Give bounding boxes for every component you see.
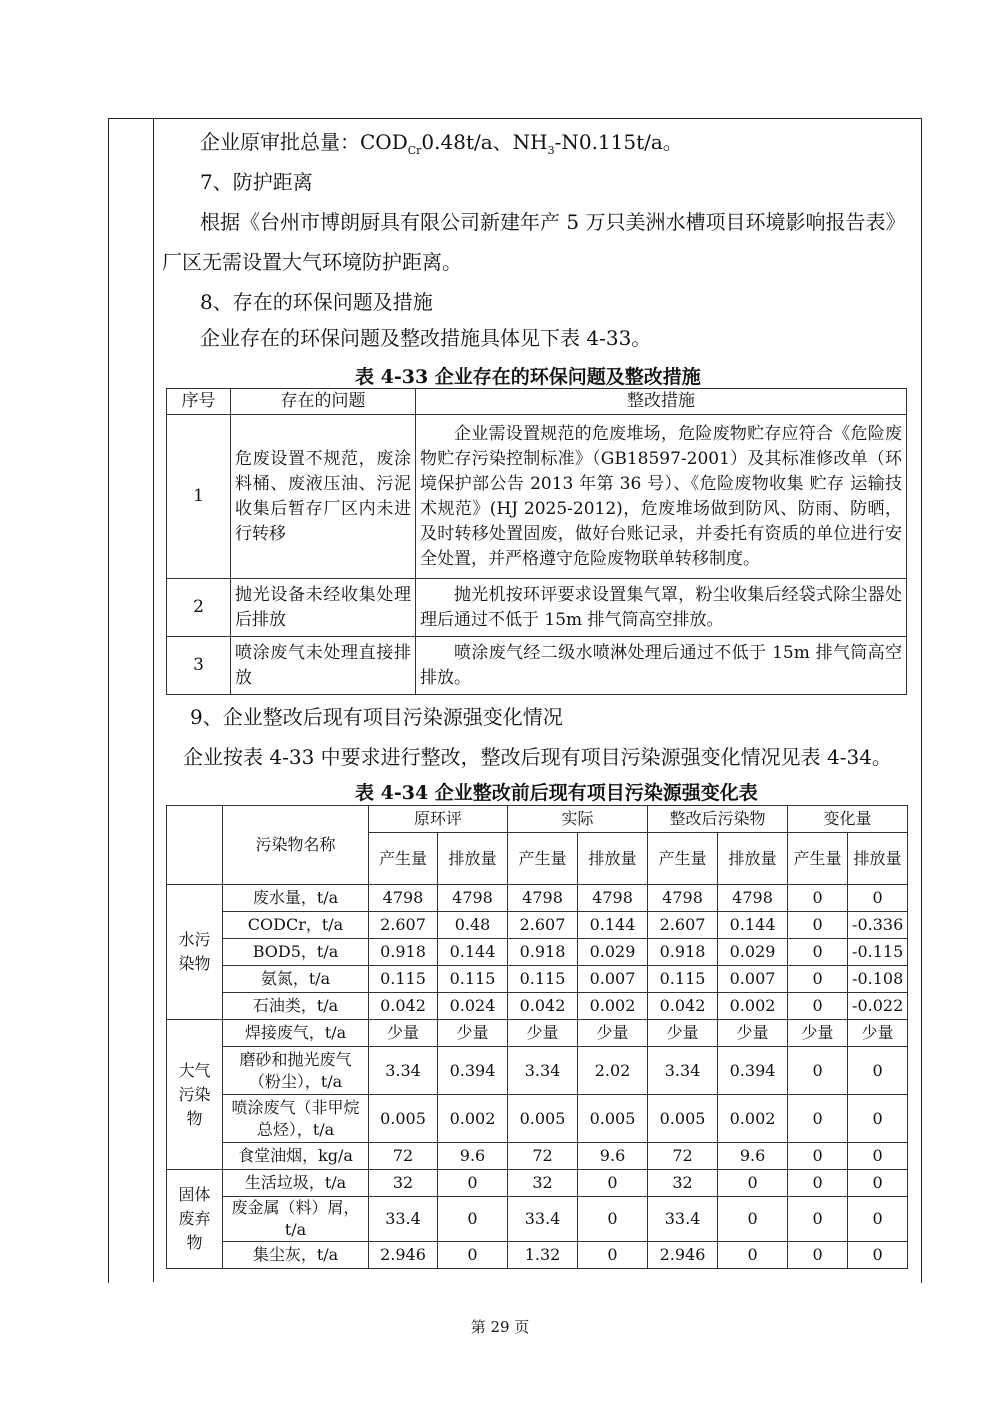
- value-cell: 少量: [438, 1020, 508, 1047]
- value-cell: 4798: [648, 885, 718, 912]
- value-cell: 0: [438, 1170, 508, 1197]
- table-row: [167, 1197, 908, 1242]
- value-cell: 0.007: [578, 966, 648, 993]
- value-cell: 2.607: [648, 912, 718, 939]
- pollutant-name: 废水量，t/a: [223, 885, 369, 912]
- frame-divider: [153, 118, 154, 1282]
- value-cell: 32: [508, 1170, 578, 1197]
- value-cell: 0: [788, 885, 848, 912]
- value-cell: 0: [788, 993, 848, 1020]
- value-cell: 少量: [848, 1020, 908, 1047]
- value-cell: 2.607: [369, 912, 438, 939]
- table-row: [167, 1047, 908, 1095]
- value-cell: 0: [788, 966, 848, 993]
- sub-header-generated: 产生量: [788, 833, 848, 885]
- table-row: [167, 912, 908, 939]
- value-cell: 0.002: [718, 1095, 788, 1143]
- value-cell: 0: [438, 1197, 508, 1242]
- value-cell: 少量: [369, 1020, 438, 1047]
- value-cell: 4798: [718, 885, 788, 912]
- value-cell: 0: [848, 1170, 908, 1197]
- value-cell: 3.34: [648, 1047, 718, 1095]
- value-cell: 0: [718, 1197, 788, 1242]
- pollutant-name: BOD5，t/a: [223, 939, 369, 966]
- table-row: [167, 1170, 908, 1197]
- table-row: [167, 966, 908, 993]
- pollutant-name: 焊接废气，t/a: [223, 1020, 369, 1047]
- pollutant-name: 磨砂和抛光废气（粉尘），t/a: [223, 1047, 369, 1095]
- section-7-heading: 7、防护距离: [200, 170, 313, 194]
- header-row: [167, 806, 908, 833]
- value-cell: 0.024: [438, 993, 508, 1020]
- value-cell: 0.394: [718, 1047, 788, 1095]
- value-cell: 0.144: [578, 912, 648, 939]
- value-cell: 2.607: [508, 912, 578, 939]
- value-cell: 2.946: [648, 1242, 718, 1269]
- value-cell: 0: [788, 912, 848, 939]
- row-measure: 企业需设置规范的危废堆场，危险废物贮存应符合《危险废物贮存污染控制标准》（GB18597-2001）及其标准修改单（环境保护部公告 2013 年第 36 号）、《危险废物收集 贮存 运输技术规范》(HJ 2025-2012)，危废堆场做到防风、防雨、防晒，及时转移处置固废，做好台账记录，并委托有资质的单位进行安全处置，并严格遵守危险废物联单转移制度。: [416, 415, 907, 579]
- value-cell: 0: [848, 1047, 908, 1095]
- value-cell: -0.336: [848, 912, 908, 939]
- pollutant-name: 食堂油烟，kg/a: [223, 1143, 369, 1170]
- category-label: 固体废弃物: [167, 1170, 223, 1269]
- table-row: [167, 1020, 908, 1047]
- pollutant-name: 石油类，t/a: [223, 993, 369, 1020]
- value-cell: -0.108: [848, 966, 908, 993]
- value-cell: 0: [848, 885, 908, 912]
- row-problem: 喷涂废气未处理直接排放: [231, 637, 416, 695]
- value-cell: 2.946: [369, 1242, 438, 1269]
- col-header-measure: 整改措施: [416, 389, 907, 415]
- value-cell: 少量: [648, 1020, 718, 1047]
- value-cell: 0: [718, 1242, 788, 1269]
- value-cell: 0: [788, 939, 848, 966]
- value-cell: 0: [788, 1143, 848, 1170]
- value-cell: 0.002: [438, 1095, 508, 1143]
- value-cell: 0.042: [508, 993, 578, 1020]
- value-cell: 0.115: [369, 966, 438, 993]
- row-measure: 喷涂废气经二级水喷淋处理后通过不低于 15m 排气筒高空排放。: [416, 637, 907, 695]
- category-header-cell: [167, 806, 223, 885]
- value-cell: 0.029: [578, 939, 648, 966]
- col-header-problem: 存在的问题: [231, 389, 416, 415]
- pollutant-name-header: 污染物名称: [223, 806, 369, 885]
- value-cell: 4798: [508, 885, 578, 912]
- table-34-caption: 表 4-34 企业整改前后现有项目污染源强变化表: [355, 782, 758, 804]
- value-cell: 0.042: [369, 993, 438, 1020]
- table-33: [166, 388, 907, 695]
- value-cell: 0.002: [578, 993, 648, 1020]
- section-8-para: 企业存在的环保问题及整改措施具体见下表 4-33。: [200, 326, 652, 350]
- value-cell: 0: [718, 1170, 788, 1197]
- approved-total: 企业原审批总量：$COD_{Cr}0.48t/a$、$NH_3-N0.115t/a$。: [200, 130, 683, 157]
- value-cell: 0: [848, 1197, 908, 1242]
- group-header: 变化量: [788, 806, 908, 833]
- value-cell: 9.6: [718, 1143, 788, 1170]
- value-cell: 0.115: [508, 966, 578, 993]
- group-header: 实际: [508, 806, 648, 833]
- value-cell: 72: [648, 1143, 718, 1170]
- table-row: [167, 1143, 908, 1170]
- value-cell: 0: [788, 1095, 848, 1143]
- value-cell: 32: [369, 1170, 438, 1197]
- page-number: 第 29 页: [470, 1318, 530, 1336]
- section-9-para: 企业按表 4-33 中要求进行整改，整改后现有项目污染源强变化情况见表 4-34。: [183, 745, 892, 769]
- col-header-no: 序号: [167, 389, 231, 415]
- value-cell: 3.34: [369, 1047, 438, 1095]
- value-cell: 0.918: [648, 939, 718, 966]
- value-cell: 0.042: [648, 993, 718, 1020]
- sub-header-emitted: 排放量: [578, 833, 648, 885]
- value-cell: 4798: [578, 885, 648, 912]
- value-cell: 0: [438, 1242, 508, 1269]
- row-no: 1: [167, 415, 231, 579]
- value-cell: -0.022: [848, 993, 908, 1020]
- value-cell: 0: [788, 1197, 848, 1242]
- pollutant-name: 喷涂废气（非甲烷总烃），t/a: [223, 1095, 369, 1143]
- value-cell: 0.918: [369, 939, 438, 966]
- row-no: 2: [167, 579, 231, 637]
- pollutant-name: 氨氮，t/a: [223, 966, 369, 993]
- value-cell: 4798: [369, 885, 438, 912]
- value-cell: 0.005: [648, 1095, 718, 1143]
- value-cell: 0: [788, 1047, 848, 1095]
- value-cell: 1.32: [508, 1242, 578, 1269]
- sub-header-emitted: 排放量: [438, 833, 508, 885]
- table-34: [166, 805, 908, 1269]
- value-cell: 0.005: [369, 1095, 438, 1143]
- category-label: 水污染物: [167, 885, 223, 1020]
- sub-header-generated: 产生量: [648, 833, 718, 885]
- value-cell: 0: [788, 1170, 848, 1197]
- value-cell: 72: [369, 1143, 438, 1170]
- value-cell: 0: [578, 1170, 648, 1197]
- section-8-heading: 8、存在的环保问题及措施: [200, 290, 433, 314]
- value-cell: 0: [578, 1197, 648, 1242]
- value-cell: 0.007: [718, 966, 788, 993]
- value-cell: 32: [648, 1170, 718, 1197]
- table-33-caption: 表 4-33 企业存在的环保问题及整改措施: [355, 366, 701, 388]
- value-cell: 少量: [578, 1020, 648, 1047]
- value-cell: 0: [848, 1143, 908, 1170]
- value-cell: 0.918: [508, 939, 578, 966]
- pollutant-name: 废金属（料）屑，t/a: [223, 1197, 369, 1242]
- value-cell: 少量: [718, 1020, 788, 1047]
- table-row: [167, 1095, 908, 1143]
- row-problem: 危废设置不规范，废涂料桶、废液压油、污泥收集后暂存厂区内未进行转移: [231, 415, 416, 579]
- section-9-heading: 9、企业整改后现有项目污染源强变化情况: [190, 705, 563, 729]
- value-cell: 33.4: [648, 1197, 718, 1242]
- value-cell: 0.48: [438, 912, 508, 939]
- value-cell: 0.144: [438, 939, 508, 966]
- value-cell: 33.4: [508, 1197, 578, 1242]
- value-cell: 0: [848, 1242, 908, 1269]
- value-cell: 9.6: [438, 1143, 508, 1170]
- group-header: 原环评: [369, 806, 508, 833]
- value-cell: 0: [848, 1095, 908, 1143]
- section-7-para-line1: 根据《台州市博朗厨具有限公司新建年产 5 万只美洲水槽项目环境影响报告表》: [200, 210, 906, 234]
- category-label: 大气污染物: [167, 1020, 223, 1170]
- sub-header-emitted: 排放量: [718, 833, 788, 885]
- value-cell: 0.029: [718, 939, 788, 966]
- value-cell: 少量: [788, 1020, 848, 1047]
- table-row: [167, 1242, 908, 1269]
- table-row: [167, 993, 908, 1020]
- value-cell: -0.115: [848, 939, 908, 966]
- table-row: [167, 939, 908, 966]
- value-cell: 72: [508, 1143, 578, 1170]
- row-measure: 抛光机按环评要求设置集气罩，粉尘收集后经袋式除尘器处理后通过不低于 15m 排气筒高空排放。: [416, 579, 907, 637]
- sub-header-generated: 产生量: [508, 833, 578, 885]
- value-cell: 少量: [508, 1020, 578, 1047]
- value-cell: 9.6: [578, 1143, 648, 1170]
- group-header: 整改后污染物: [648, 806, 788, 833]
- value-cell: 4798: [438, 885, 508, 912]
- pollutant-name: 集尘灰，t/a: [223, 1242, 369, 1269]
- value-cell: 0.005: [578, 1095, 648, 1143]
- value-cell: 0.394: [438, 1047, 508, 1095]
- row-problem: 抛光设备未经收集处理后排放: [231, 579, 416, 637]
- pollutant-name: 生活垃圾，t/a: [223, 1170, 369, 1197]
- pollutant-name: CODCr，t/a: [223, 912, 369, 939]
- value-cell: 0.002: [718, 993, 788, 1020]
- section-7-para-line2: 厂区无需设置大气环境防护距离。: [162, 250, 462, 274]
- sub-header-emitted: 排放量: [848, 833, 908, 885]
- value-cell: 33.4: [369, 1197, 438, 1242]
- value-cell: 0.005: [508, 1095, 578, 1143]
- value-cell: 0.144: [718, 912, 788, 939]
- value-cell: 2.02: [578, 1047, 648, 1095]
- row-no: 3: [167, 637, 231, 695]
- sub-header-generated: 产生量: [369, 833, 438, 885]
- value-cell: 0: [788, 1242, 848, 1269]
- value-cell: 0.115: [438, 966, 508, 993]
- table-row: [167, 885, 908, 912]
- value-cell: 0.115: [648, 966, 718, 993]
- value-cell: 3.34: [508, 1047, 578, 1095]
- value-cell: 0: [578, 1242, 648, 1269]
